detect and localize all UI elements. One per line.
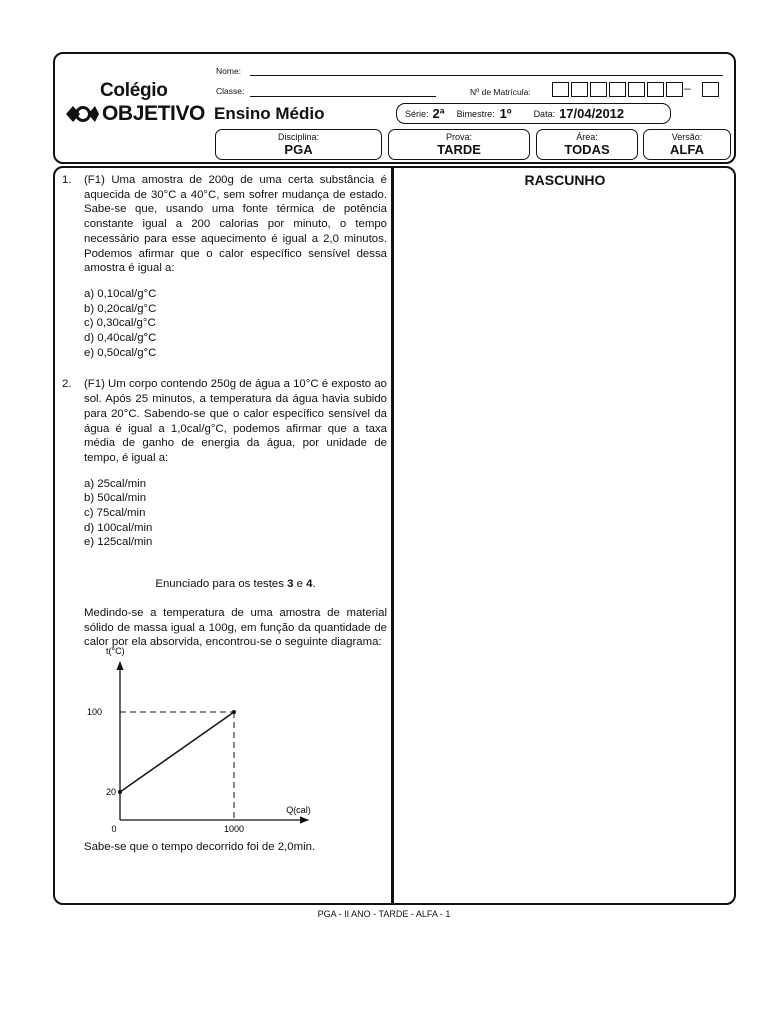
area-box (536, 129, 638, 160)
logo-text-bottom: OBJETIVO (102, 102, 205, 125)
x-tick-label: 0 (111, 823, 117, 834)
classe-field[interactable] (250, 96, 436, 97)
stem-intro (84, 577, 387, 592)
education-level: Ensino Médio (214, 104, 325, 123)
option: e) 125cal/min (84, 536, 153, 549)
question-2-options (84, 477, 387, 551)
question-1-text: (F1) Uma amostra de 200g de uma certa substância é aquecida de 30°C a 40°C, sem sofrer mudança de estado. Sabe-se que, usando uma fonte térmica de potência constante igual a 200 calorias por minuto, o tempo necessário para esse aquecimento é igual a 2,0 minutos. Podemos afirmar que o calor específico sensível dessa amostra é igual a: (84, 174, 387, 275)
option: a) 0,10cal/g°C (84, 287, 157, 300)
data-point (232, 710, 236, 714)
y-axis-label: t(°C) (106, 645, 125, 656)
nome-field[interactable] (250, 75, 723, 76)
serie-label: Série: (405, 108, 429, 119)
question-1-options (84, 287, 387, 361)
bimestre-value: 1º (499, 106, 512, 121)
option: a) 25cal/min (84, 477, 147, 490)
classe-label: Classe: (216, 86, 245, 96)
versao-label: Versão: (671, 132, 703, 142)
serie-value: 2ª (432, 106, 445, 121)
versao-value: ALFA (670, 142, 704, 157)
prova-box (388, 129, 530, 160)
stem-text: Medindo-se a temperatura de uma amostra de material sólido de massa igual a 100g, em função da quantidade de calor por ela absorvida, encontrou-se o seguinte diagrama: (84, 606, 387, 649)
option: d) 100cal/min (84, 521, 153, 534)
option: d) 0,40cal/g°C (84, 332, 157, 345)
option: c) 75cal/min (84, 507, 146, 520)
y-tick-label: 20 (105, 786, 116, 797)
data-series-line (120, 712, 234, 792)
prova-label: Prova: (445, 132, 472, 142)
stem-intro-and: e (293, 578, 307, 591)
versao-box (643, 129, 731, 160)
disciplina-box (215, 129, 382, 160)
disciplina-value: PGA (284, 142, 313, 157)
bimestre-label: Bimestre: (456, 108, 495, 119)
matricula-dash: – (684, 81, 691, 95)
area-label: Área: (576, 132, 598, 142)
matricula-digit-box[interactable] (702, 82, 719, 97)
temperature-heat-chart (62, 645, 387, 836)
stem-intro-period: . (312, 578, 316, 591)
disciplina-label: Disciplina: (277, 132, 319, 142)
prova-value: TARDE (437, 142, 481, 157)
question-1 (62, 173, 387, 276)
serie-bimestre-data (396, 103, 671, 124)
stem-after-text: Sabe-se que o tempo decorrido foi de 2,0min. (84, 840, 316, 853)
rascunho-heading: RASCUNHO (524, 172, 606, 188)
data-label: Data: (533, 108, 556, 119)
logo-mark-icon (64, 103, 100, 125)
option: c) 0,30cal/g°C (84, 317, 156, 330)
area-value: TODAS (564, 142, 610, 157)
question-2 (62, 377, 387, 465)
question-2-number: 2. (62, 378, 72, 391)
data-point (118, 790, 122, 794)
y-tick-label: 100 (86, 706, 102, 717)
x-axis-label: Q(cal) (286, 804, 311, 815)
logo-text-top: Colégio (100, 80, 168, 101)
matricula-label: Nº de Matrícula: (470, 87, 531, 97)
column-divider (391, 166, 394, 905)
option: b) 0,20cal/g°C (84, 302, 157, 315)
option: e) 0,50cal/g°C (84, 346, 157, 359)
nome-label: Nome: (216, 66, 242, 76)
question-2-text: (F1) Um corpo contendo 250g de água a 10°C é exposto ao sol. Após 25 minutos, a temperatura da água havia subido para 20°C. Sabendo-se que o calor específico sensível da água é igual a 1,0cal/g°C, podemos afirmar que a taxa média de ganho de energia da água, por unidade de tempo, é igual a: (84, 378, 387, 464)
stem-number-4: 4 (306, 578, 313, 591)
x-tick-label: 1000 (223, 823, 245, 834)
logo (64, 101, 205, 127)
question-1-number: 1. (62, 174, 72, 186)
matricula-boxes[interactable] (552, 82, 683, 97)
stem-number-3: 3 (287, 578, 294, 591)
data-value: 17/04/2012 (559, 106, 625, 121)
page-footer: PGA - II ANO - TARDE - ALFA - 1 (317, 909, 451, 919)
questions-column (62, 173, 387, 855)
stem-intro-text: Enunciado para os testes (155, 578, 288, 591)
option: b) 50cal/min (84, 492, 147, 505)
